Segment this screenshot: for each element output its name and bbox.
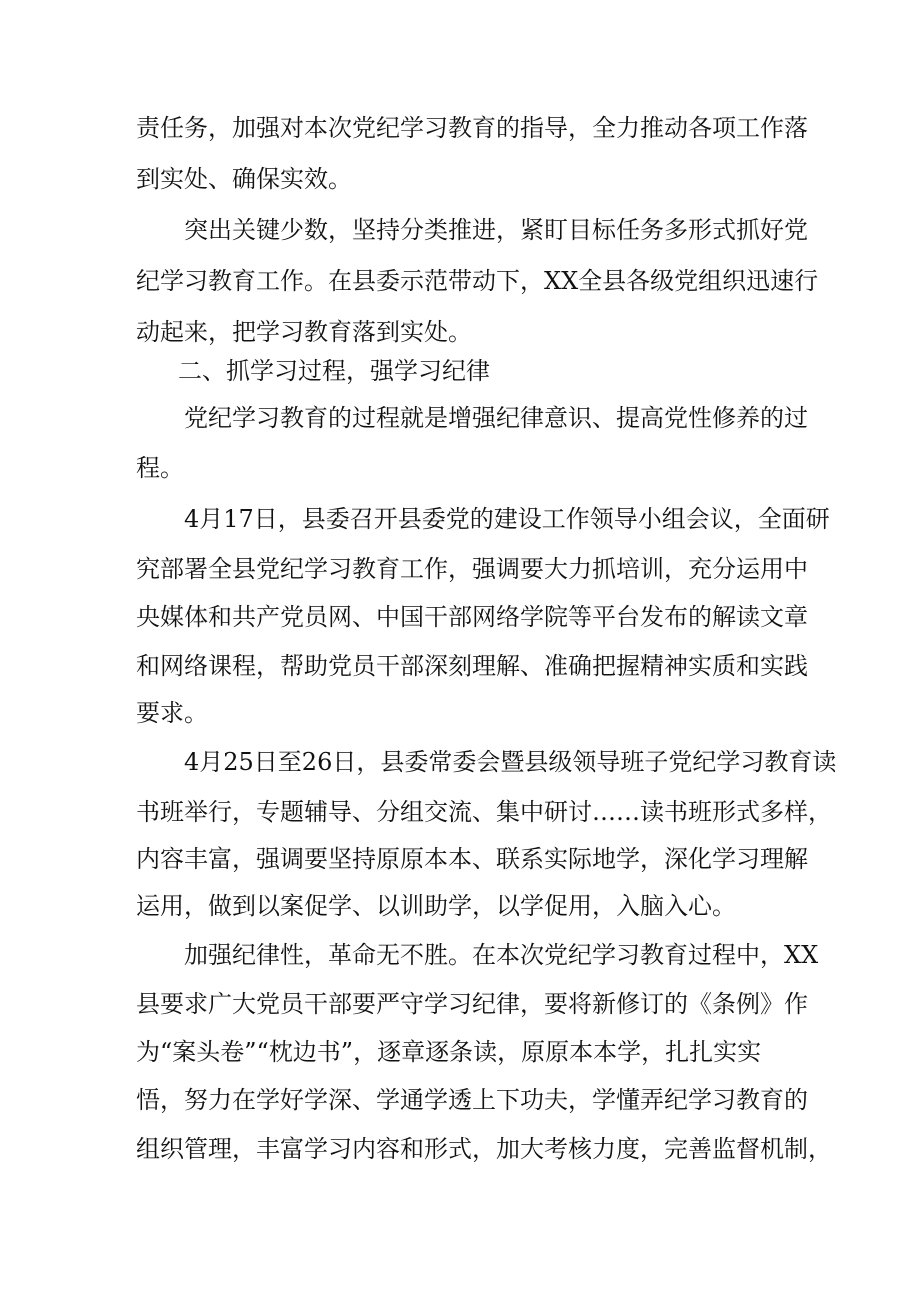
paragraph-first-line: 突出关键少数，坚持分类推进，紧盯目标任务多形式抓好党 <box>184 216 808 244</box>
text-line: 县要求广大党员干部要严守学习纪律，要将新修订的《条例》作 <box>136 990 808 1018</box>
text-line: 到实处、确保实效。 <box>136 165 352 193</box>
paragraph-first-line: 4月25日至26日，县委常委会暨县级领导班子党纪学习教育读 <box>184 748 837 776</box>
text-line: 要求。 <box>136 699 208 727</box>
text-line: 书班举行，专题辅导、分组交流、集中研讨……读书班形式多样， <box>136 798 832 826</box>
text-line: 央媒体和共产党员网、中国干部网络学院等平台发布的解读文章 <box>136 603 808 631</box>
text-line: 动起来，把学习教育落到实处。 <box>136 318 472 346</box>
paragraph-first-line: 4月17日，县委召开县委党的建设工作领导小组会议，全面研 <box>184 505 830 533</box>
text-line: 运用，做到以案促学、以训助学，以学促用，入脑入心。 <box>136 892 736 920</box>
text-line: 悟，努力在学好学深、学通学透上下功夫，学懂弄纪学习教育的 <box>136 1086 808 1114</box>
paragraph-first-line: 党纪学习教育的过程就是增强纪律意识、提高党性修养的过 <box>184 404 808 432</box>
section-heading: 二、抓学习过程，强学习纪律 <box>178 357 490 385</box>
text-line: 程。 <box>136 454 184 482</box>
text-line: 为“案头卷”“枕边书”，逐章逐条读，原原本本学，扎扎实实 <box>136 1038 762 1066</box>
text-line: 和网络课程，帮助党员干部深刻理解、准确把握精神实质和实践 <box>136 652 808 680</box>
text-line: 究部署全县党纪学习教育工作，强调要大力抓培训，充分运用中 <box>136 555 808 583</box>
paragraph-first-line: 加强纪律性，革命无不胜。在本次党纪学习教育过程中，XX <box>184 941 819 969</box>
text-line: 纪学习教育工作。在县委示范带动下，XX全县各级党组织迅速行 <box>136 267 819 295</box>
text-line: 责任务，加强对本次党纪学习教育的指导，全力推动各项工作落 <box>136 114 808 142</box>
text-line: 组织管理，丰富学习内容和形式，加大考核力度，完善监督机制， <box>136 1135 832 1163</box>
text-line: 内容丰富，强调要坚持原原本本、联系实际地学，深化学习理解 <box>136 845 808 873</box>
